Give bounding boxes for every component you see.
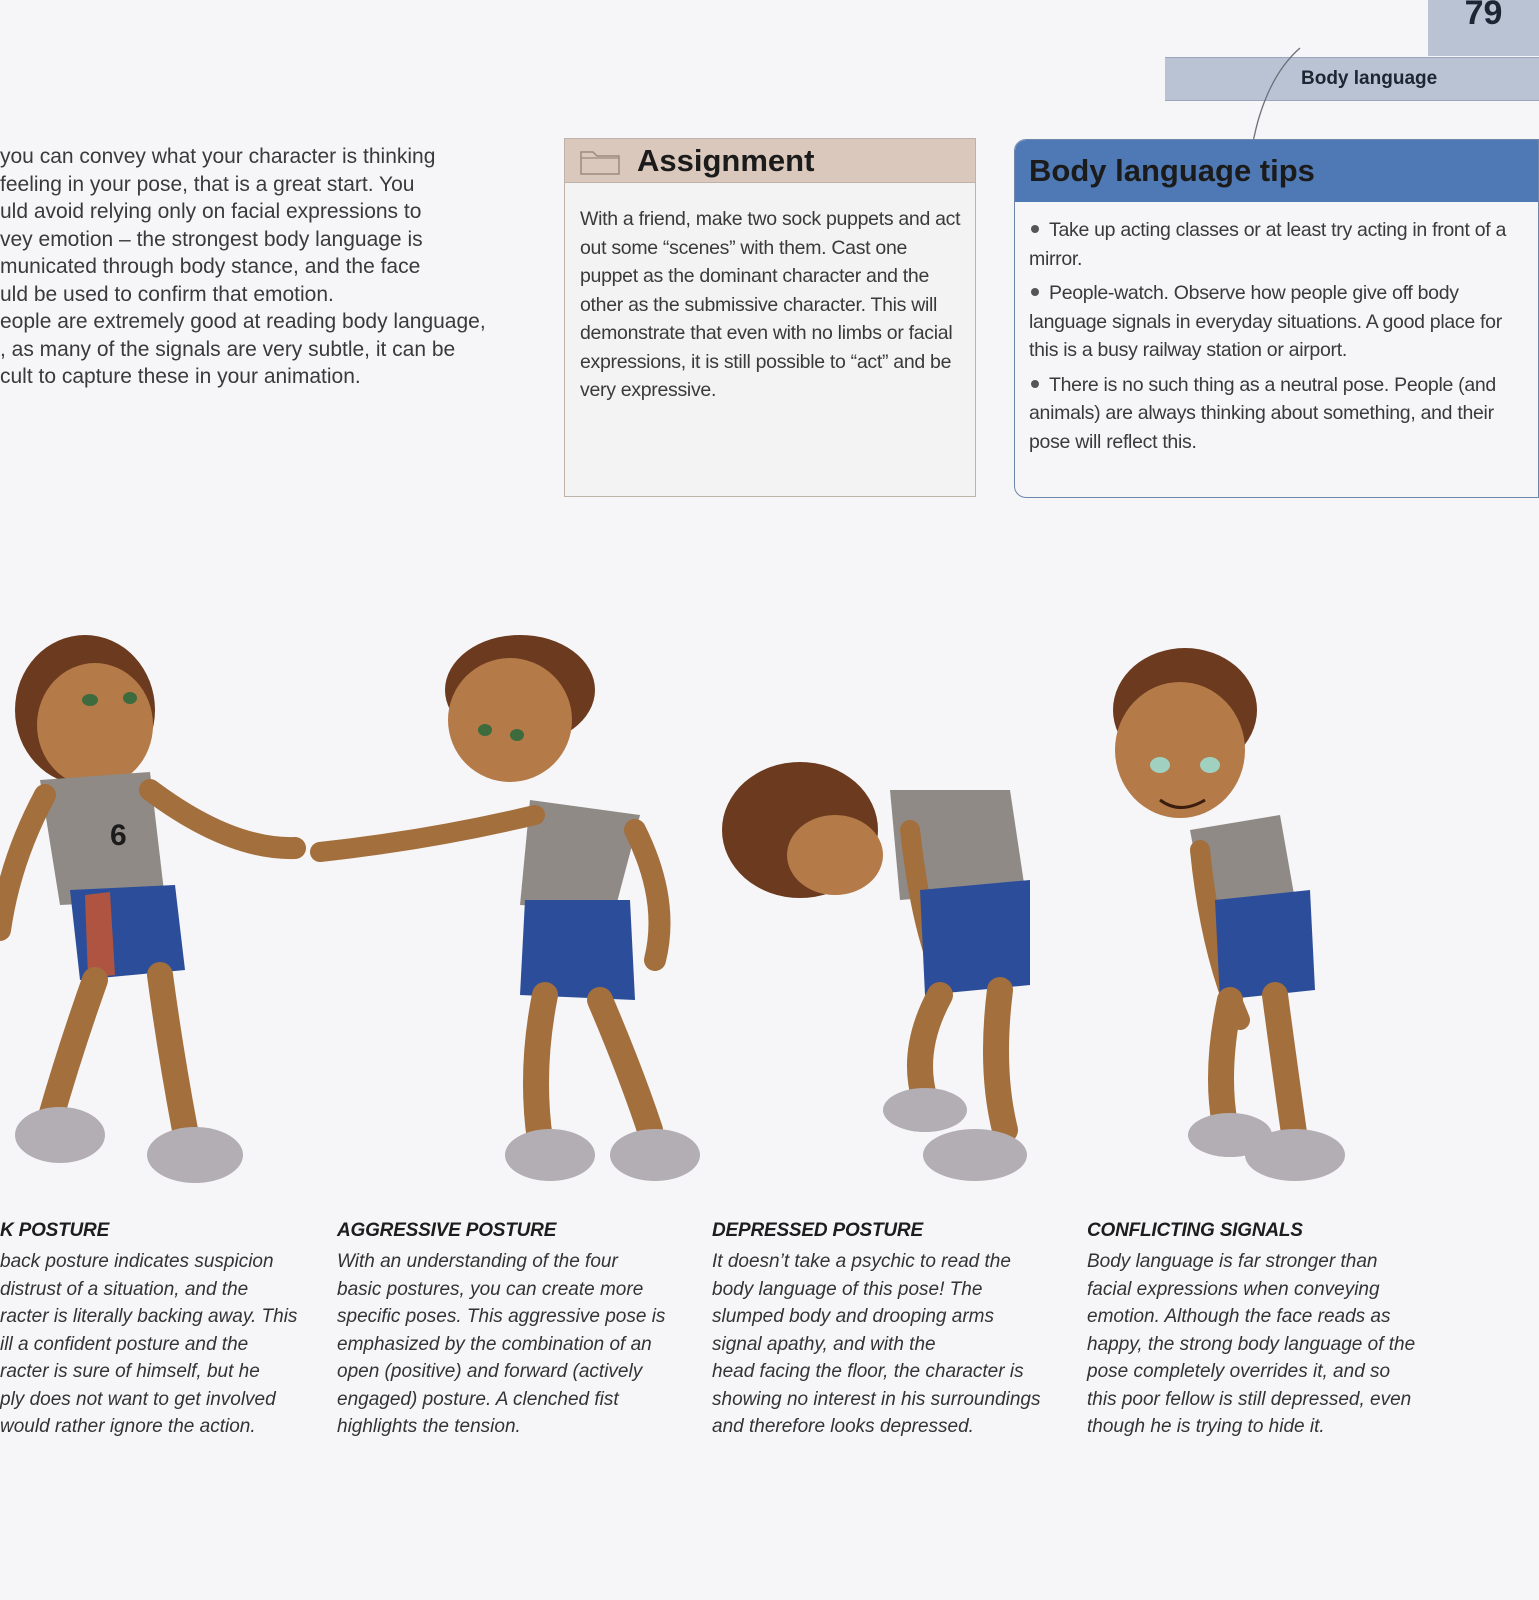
caption-title: AGGRESSIVE POSTURE — [337, 1220, 557, 1241]
bullet-icon — [1031, 380, 1039, 388]
tip-item — [1029, 216, 1524, 273]
assignment-body: With a friend, make two sock puppets and act out some “scenes” with them. Cast one puppet as the dominant character and the other as the submissive character. This will demonstrate that even with no limbs or facial expressions, it is still possible to “act” and be very expressive. — [580, 208, 961, 401]
backing-posture-figure — [0, 600, 310, 1220]
caption-title: DEPRESSED POSTURE — [712, 1220, 923, 1241]
tip-item — [1029, 371, 1524, 457]
aggressive-posture-figure — [310, 600, 710, 1220]
caption-depressed — [712, 1220, 1082, 1441]
bullet-icon — [1031, 288, 1039, 296]
caption-backing — [0, 1220, 320, 1441]
captions-row — [0, 1220, 1539, 1450]
caption-title: K POSTURE — [0, 1220, 110, 1241]
tip-text: People-watch. Observe how people give off body language signals in everyday situations. A good place for this is a busy railway station or airport. — [1029, 282, 1502, 361]
folder-icon — [579, 146, 623, 176]
tip-text: There is no such thing as a neutral pose. People (and animals) are always thinking about something, and their pose will reflect this. — [1029, 373, 1496, 453]
caption-text: Body language is far stronger than facial expressions when conveying emotion. Although the face reads as happy, the strong body language of the pose completely overrides it, and so this poor fellow is still depressed, even though he is trying to hide it. — [1087, 1251, 1416, 1437]
assignment-header — [565, 139, 975, 183]
caption-text: It doesn’t take a psychic to read the body language of this pose! The slumped body and drooping arms signal apathy, and with the head facing the floor, the character is showing no interest in his surroundings and therefore looks depressed. — [712, 1251, 1041, 1437]
intro-paragraph: you can convey what your character is thinking feeling in your pose, that is a great start. You uld avoid relying only on facial expressions to vey emotion – the strongest body language is municated through body stance, and the face uld be used to confirm that emotion. eople are extremely good at reading body language, , as many of the signals are very subtle, it can be cult to capture these in your animation. — [0, 145, 486, 388]
depressed-posture-figure — [710, 600, 1080, 1220]
caption-title: CONFLICTING SIGNALS — [1087, 1220, 1303, 1241]
tip-text: Take up acting classes or at least try acting in front of a mirror. — [1029, 219, 1507, 270]
bullet-icon — [1031, 225, 1039, 233]
assignment-box — [564, 138, 976, 497]
caption-aggressive — [337, 1220, 697, 1441]
page-number: 79 — [1428, 0, 1539, 56]
tip-item — [1029, 279, 1524, 365]
caption-text: With an understanding of the four basic postures, you can create more specific poses. This aggressive pose is emphasized by the combination of an open (positive) and forward (actively engaged) posture. A clenched fist highlights the tension. — [337, 1251, 666, 1437]
tips-box — [1014, 139, 1539, 498]
assignment-title: Assignment — [637, 142, 815, 178]
caption-conflicting — [1087, 1220, 1447, 1441]
caption-text: back posture indicates suspicion distrust of a situation, and the racter is literally backing away. This ill a confident posture and the racter is sure of himself, but he ply does not want to get involved would rather ignore the action. — [0, 1251, 298, 1437]
tips-list — [1015, 216, 1538, 456]
tips-title: Body language tips — [1015, 140, 1538, 202]
conflicting-signals-figure — [1080, 600, 1480, 1220]
shirt-number: 6 — [110, 819, 127, 852]
section-title: Body language — [1301, 68, 1438, 89]
